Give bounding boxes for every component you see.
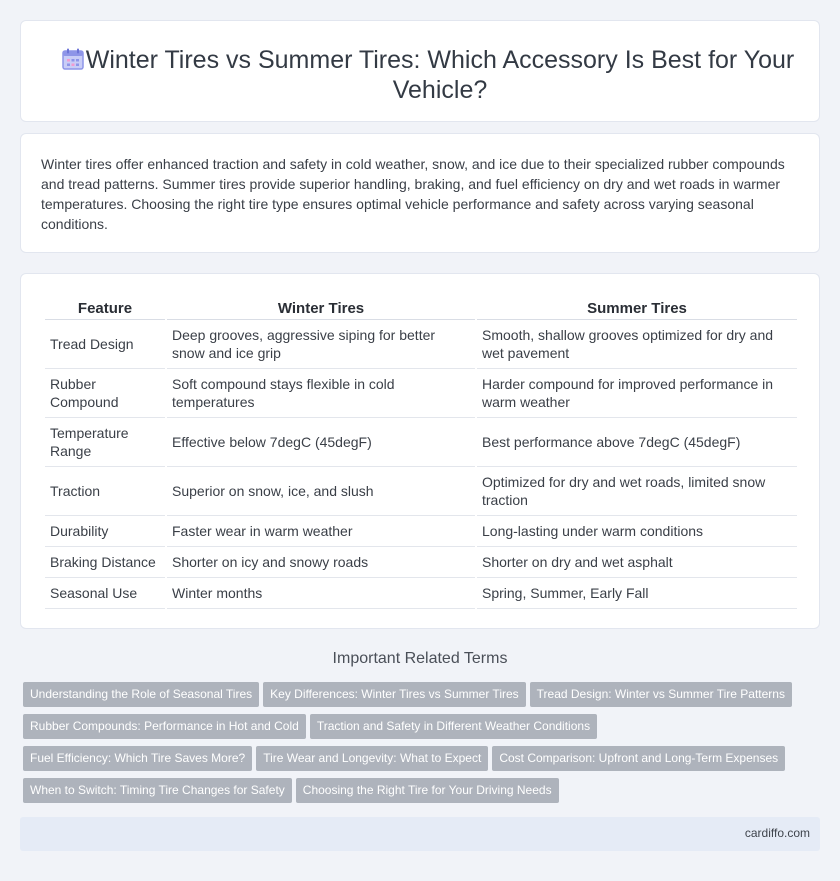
table-cell-winter: Winter months xyxy=(167,578,475,609)
related-term-tag[interactable]: Rubber Compounds: Performance in Hot and Cold xyxy=(23,714,306,739)
table-row xyxy=(45,418,797,467)
table-cell-winter: Faster wear in warm weather xyxy=(167,516,475,547)
table-cell-feature: Durability xyxy=(45,516,165,547)
comparison-card xyxy=(20,273,820,629)
footer xyxy=(20,817,820,851)
table-cell-feature: Braking Distance xyxy=(45,547,165,578)
table-cell-summer: Shorter on dry and wet asphalt xyxy=(477,547,797,578)
intro-card xyxy=(20,133,820,253)
table-cell-feature: Traction xyxy=(45,467,165,516)
related-term-tag[interactable]: Tire Wear and Longevity: What to Expect xyxy=(256,746,488,771)
table-cell-winter: Shorter on icy and snowy roads xyxy=(167,547,475,578)
table-row xyxy=(45,320,797,369)
table-cell-summer: Optimized for dry and wet roads, limited snow traction xyxy=(477,467,797,516)
related-term-tag[interactable]: Traction and Safety in Different Weather Conditions xyxy=(310,714,597,739)
table-cell-summer: Long-lasting under warm conditions xyxy=(477,516,797,547)
table-row xyxy=(45,467,797,516)
table-cell-summer: Harder compound for improved performance in warm weather xyxy=(477,369,797,418)
table-header-row xyxy=(45,296,797,320)
column-header-winter: Winter Tires xyxy=(167,296,475,320)
related-terms-list xyxy=(23,682,823,810)
related-term-tag[interactable]: Choosing the Right Tire for Your Driving Needs xyxy=(296,778,559,803)
table-cell-winter: Deep grooves, aggressive siping for better snow and ice grip xyxy=(167,320,475,369)
table-row xyxy=(45,516,797,547)
table-cell-summer: Best performance above 7degC (45degF) xyxy=(477,418,797,467)
intro-paragraph: Winter tires offer enhanced traction and safety in cold weather, snow, and ice due to their specialized rubber compounds and tread patterns. Summer tires provide superior handling, braking, and fuel efficiency on dry and wet roads in warmer temperatures. Choosing the right tire type ensures optimal vehicle performance and safety across varying seasonal conditions. xyxy=(41,156,785,232)
title-card xyxy=(20,20,820,122)
related-term-tag[interactable]: Fuel Efficiency: Which Tire Saves More? xyxy=(23,746,252,771)
column-header-feature: Feature xyxy=(45,296,165,320)
related-term-tag[interactable]: Understanding the Role of Seasonal Tires xyxy=(23,682,259,707)
table-cell-winter: Soft compound stays flexible in cold temperatures xyxy=(167,369,475,418)
table-cell-winter: Superior on snow, ice, and slush xyxy=(167,467,475,516)
table-cell-summer: Spring, Summer, Early Fall xyxy=(477,578,797,609)
table-cell-feature: Rubber Compound xyxy=(45,369,165,418)
comparison-table xyxy=(43,296,799,609)
table-cell-feature: Tread Design xyxy=(45,320,165,369)
table-row xyxy=(45,578,797,609)
table-row xyxy=(45,369,797,418)
related-term-tag[interactable]: Cost Comparison: Upfront and Long-Term Expenses xyxy=(492,746,785,771)
related-term-tag[interactable]: When to Switch: Timing Tire Changes for Safety xyxy=(23,778,292,803)
table-cell-feature: Seasonal Use xyxy=(45,578,165,609)
footer-site-link[interactable]: cardiffo.com xyxy=(744,826,810,840)
column-header-summer: Summer Tires xyxy=(477,296,797,320)
table-cell-feature: Temperature Range xyxy=(45,418,165,467)
related-term-tag[interactable]: Tread Design: Winter vs Summer Tire Patterns xyxy=(530,682,792,707)
page-title: Winter Tires vs Summer Tires: Which Accessory Is Best for Your Vehicle? xyxy=(85,46,795,104)
table-cell-winter: Effective below 7degC (45degF) xyxy=(167,418,475,467)
table-row xyxy=(45,547,797,578)
related-term-tag[interactable]: Key Differences: Winter Tires vs Summer Tires xyxy=(263,682,526,707)
table-cell-summer: Smooth, shallow grooves optimized for dry and wet pavement xyxy=(477,320,797,369)
related-terms-heading: Important Related Terms xyxy=(332,650,508,667)
